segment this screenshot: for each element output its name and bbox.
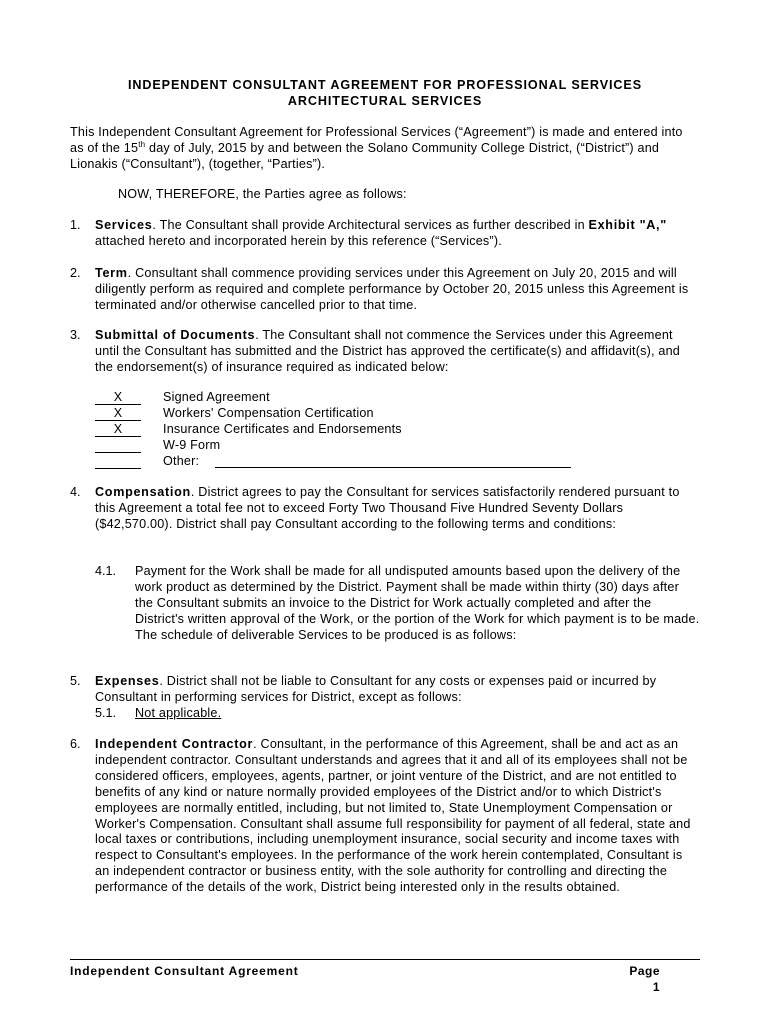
section-text: . Consultant, in the performance of this Agreement, shall be and act as an independent contractor. Consultant understands and agrees that it and all of its employees shall not be considered officers, employees, agents, partner, or joint venture of the District, and are not entitled to benefits of any kind or nature normally provided employees of the District and/or to which District's employees are normally entitled, including, but not limited to, State Unemployment Compensation or Worker's Compensation. Consultant shall assume full responsibility for payment of all federal, state and local taxes or contributions, including unemployment insurance, social security and income taxes with respect to Consultant's employees. In the performance of the work herein contemplated, Consultant is an independent contractor or business entity, with the sole authority for controlling and directing the performance of the details of the work, District being interested only in the results obtained. [95,737,691,895]
section-expenses [70,674,700,706]
other-blank-line [215,467,571,468]
section-number: 4. [70,485,81,499]
subsection-text: Payment for the Work shall be made for all undisputed amounts based upon the delivery of the work product as determined by the District. Payment shall be made within thirty (30) days after the Consultant submits an invoice to the District for Work actually completed and after the District's written approval of the Work, or the portion of the Work for which payment is to be made. The schedule of deliverable Services to be produced is as follows: [135,564,700,642]
footer-divider [70,959,700,960]
section-text: . District agrees to pay the Consultant for services satisfactorily rendered pursuant to this Agreement a total fee not to exceed Forty Two Thousand Five Hundred Seventy Dollars ($42,570.00). District shall pay Consultant according to the following terms and conditions: [95,485,680,531]
footer-document-name: Independent Consultant Agreement [70,964,299,978]
section-number: 3. [70,328,81,342]
checklist-mark [95,438,141,453]
section-term [70,266,700,314]
section-text: . The Consultant shall provide Architectural services as further described in [152,218,589,232]
subsection-text: Not applicable. [135,706,222,720]
subsection-number: 5.1. [95,706,117,720]
checklist-label: W-9 Form [163,438,221,452]
section-number: 5. [70,674,81,688]
section-heading: Compensation [95,485,191,499]
checklist-label: Insurance Certificates and Endorsements [163,422,402,436]
checklist-item-other [95,454,695,470]
subsection-number: 4.1. [95,564,117,578]
document-title: INDEPENDENT CONSULTANT AGREEMENT FOR PROFESSIONAL SERVICES [127,78,642,92]
checklist-label: Other: [163,454,200,468]
subsection-4-1 [95,564,700,644]
intro-text-2: day of July, 2015 by and between the Solano Community College District, (“District”) and Lionakis (“Consultant”), (together, “Parties”). [70,140,660,171]
footer-page-number: Page 1 [629,964,660,994]
checklist-mark [95,454,141,469]
section-compensation [70,485,700,533]
checklist-mark: X [95,422,141,437]
intro-text-1: This Independent Consultant Agreement for Professional Services (“Agreement”) is made and entered into as of the 15 [70,125,683,155]
section-number: 6. [70,737,81,751]
checklist-label: Workers' Compensation Certification [163,406,374,420]
section-text: . Consultant shall commence providing services under this Agreement on July 20, 2015 and will diligently perform as required and complete performance by October 20, 2015 unless this Agreement is terminated and/or otherwise cancelled prior to that time. [95,266,689,312]
section-heading: Services [95,218,153,232]
section-heading: Submittal of Documents [95,328,256,342]
section-heading: Expenses [95,674,160,688]
section-text: . District shall not be liable to Consultant for any costs or expenses paid or incurred by Consultant in performing services for District, except as follows: [95,674,657,704]
section-heading: Term [95,266,128,280]
checklist-label: Signed Agreement [163,390,270,404]
checklist-mark: X [95,406,141,421]
checklist-mark: X [95,390,141,405]
section-text: . The Consultant shall not commence the Services under this Agreement until the Consultant has submitted and the District has approved the certificate(s) and affidavit(s), and the endorsement(s) of insurance required as indicated below: [95,328,680,374]
section-number: 2. [70,266,81,280]
section-text-2: attached hereto and incorporated herein by this reference (“Services”). [95,233,502,248]
now-therefore-line: NOW, THEREFORE, the Parties agree as follows: [118,187,407,201]
section-heading: Independent Contractor [95,737,254,751]
section-number: 1. [70,218,81,232]
intro-paragraph [70,125,700,173]
subsection-5-1 [95,706,700,722]
document-subtitle: ARCHITECTURAL SERVICES [287,94,483,108]
section-services [70,218,700,250]
exhibit-reference: Exhibit "A," [588,218,667,232]
intro-superscript: th [138,139,146,149]
section-submittal [70,328,700,376]
section-independent-contractor [70,737,700,896]
